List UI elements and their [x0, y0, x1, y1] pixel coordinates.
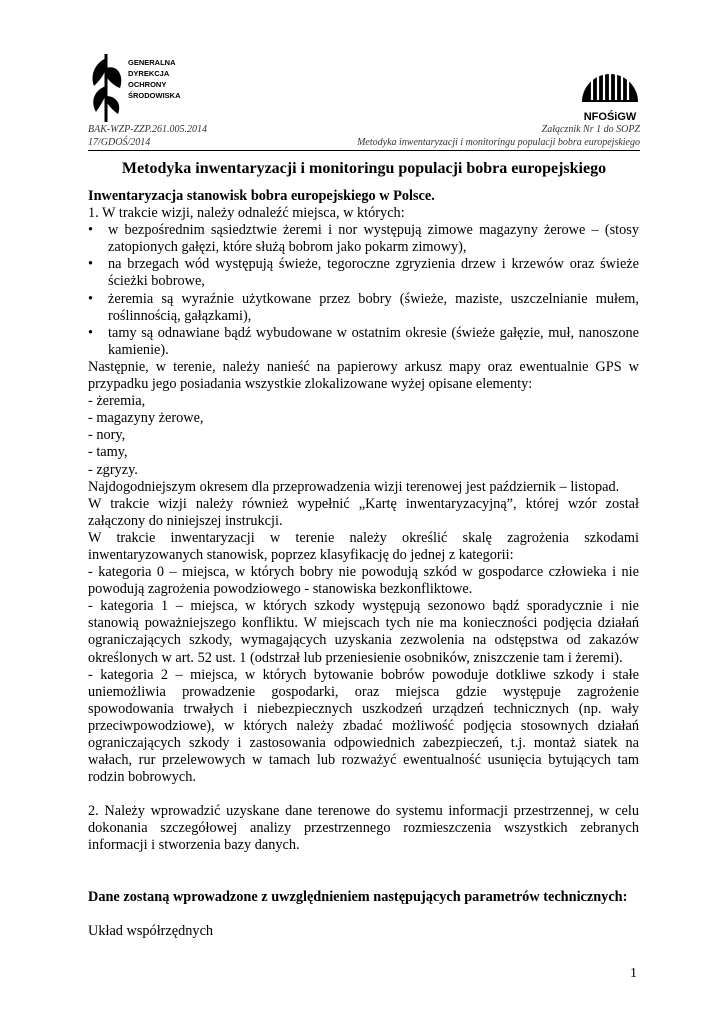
- bullet-mark: •: [88, 222, 94, 239]
- document-title: Metodyka inwentaryzacji i monitoringu populacji bobra europejskiego: [121, 160, 607, 177]
- bullet-mark: •: [88, 324, 94, 341]
- case-number: BAK-WZP-ZZP.261.005.2014: [88, 124, 207, 135]
- paragraph-card: W trakcie wizji należy również wypełnić „Kartę inwentaryzacyjną”, której wzór został załączony do niniejszej instrukcji.: [88, 495, 639, 529]
- gdos-line-3: OCHRONY: [128, 80, 167, 89]
- dash-item: - nory,: [88, 427, 126, 444]
- bullet-item: [88, 256, 639, 290]
- gdos-line-2: DYREKCJA: [128, 69, 170, 78]
- paragraph-mapping: Następnie, w terenie, należy nanieść na papierowy arkusz mapy oraz ewentualnie GPS w przypadku jego posiadania wszystkie zlokalizowane wyżej opisane elementy:: [88, 358, 639, 393]
- spacer: [88, 855, 639, 889]
- paragraph-intro: 1. W trakcie wizji, należy odnaleźć miejsca, w których:: [88, 205, 405, 222]
- paragraph-period: Najdogodniejszym okresem dla przeprowadzenia wizji terenowej jest październik – listopad.: [88, 478, 620, 495]
- paragraph-threat-scale: W trakcie inwentaryzacji w terenie należy określić skalę zagrożenia szkodami inwentaryzowanych stanowisk, poprzez klasyfikację do jednej z kategorii:: [88, 529, 639, 563]
- spacer: [88, 786, 639, 803]
- section-heading: Inwentaryzacja stanowisk bobra europejskiego w Polsce.: [88, 188, 435, 204]
- reference-number: 17/GDOŚ/2014: [88, 137, 151, 148]
- bullet-mark: •: [88, 256, 94, 273]
- gdos-line-4: ŚRODOWISKA: [128, 91, 181, 100]
- document-body: [88, 188, 639, 940]
- category-2: - kategoria 2 – miejsca, w których bytowanie bobrów powoduje dotkliwe szkody i stałe uniemożliwia prowadzenie gospodarki, oraz miejsca gdzie występuje zagrożenie spowodowania trwałych i niebezpiecznych uszkodzeń urządzeń technicznych (np. wały przeciwpowodziowe), w których należy zbadać możliwość podjęcia stosownych działań ograniczających szkody i zastosowania odpowiednich zabezpieczeń, t.j. montaż siatek na wałach, rur przelewowych w tamach lub rozważyć ewentualność usunięcia bytujących tam rodzin bobrowych.: [88, 666, 639, 786]
- bullet-mark: •: [88, 290, 94, 307]
- spacer: [88, 906, 639, 923]
- header-divider: [88, 150, 640, 151]
- dash-item: - magazyny żerowe,: [88, 410, 204, 427]
- technical-parameters-heading: Dane zostaną wprowadzone z uwzględnieniem następujących parametrów technicznych:: [88, 888, 628, 905]
- dash-item: - zgryzy.: [88, 461, 138, 478]
- nfosigw-logo: [580, 44, 640, 126]
- document-subtitle: Metodyka inwentaryzacji i monitoringu populacji bobra europejskiego: [357, 137, 640, 148]
- bullet-text: w bezpośrednim sąsiedztwie żeremi i nor występują zimowe magazyny żerowe – (stosy zatopionych gałęzi, które służą bobrom jako pokarm zimowy),: [108, 222, 639, 256]
- paragraph-gis: 2. Należy wprowadzić uzyskane dane terenowe do systemu informacji przestrzennej, w celu dokonania szczegółowej analizy przestrzennego rozmieszczenia wszystkich zebranych informacji i stworzenia bazy danych.: [88, 803, 639, 854]
- nfosigw-text: NFOŚiGW: [583, 111, 637, 123]
- coordinate-system-label: Układ współrzędnych: [88, 922, 214, 939]
- dash-item: - żeremia,: [88, 393, 146, 410]
- category-1: - kategoria 1 – miejsca, w których szkody występują sezonowo bądź sporadycznie i nie stanowią poważniejszego konfliktu. W miejscach tych nie ma konieczności podjęcia działań ograniczających szkody, wymagających uzyskania zezwolenia na odstępstwa od zakazów określonych w art. 52 ust. 1 (odstrzał lub przeniesienie osobników, zniszczenie tam i żeremi).: [88, 598, 639, 666]
- page-number: 1: [630, 966, 637, 981]
- category-0: - kategoria 0 – miejsca, w których bobry nie powodują szkód w gospodarce człowieka i nie powodują zagrożenia powodziowego - stanowiska bezkonfliktowe.: [88, 564, 639, 598]
- leaf-tree-icon: [86, 46, 196, 124]
- bullet-text: żeremia są wyraźnie użytkowane przez bobry (świeże, maziste, uszczelnianie mułem, roślinnością, gałązkami),: [108, 290, 639, 324]
- bullet-item: [88, 291, 639, 325]
- bullet-item: [88, 325, 639, 359]
- attachment-label: Załącznik Nr 1 do SOPZ: [541, 124, 640, 135]
- bullet-text: na brzegach wód występują świeże, tegoroczne zgryzienia drzew i krzewów oraz świeże ścieżki bobrowe,: [108, 256, 639, 290]
- gdos-logo: [86, 46, 196, 124]
- bullet-text: tamy są odnawiane bądź wybudowane w ostatnim okresie (świeże gałęzie, muł, nanoszone kamienie).: [108, 324, 639, 358]
- gdos-line-1: GENERALNA: [128, 58, 176, 67]
- dash-item: - tamy,: [88, 444, 128, 461]
- bullet-item: [88, 222, 639, 256]
- nfosigw-emblem-icon: [580, 44, 640, 126]
